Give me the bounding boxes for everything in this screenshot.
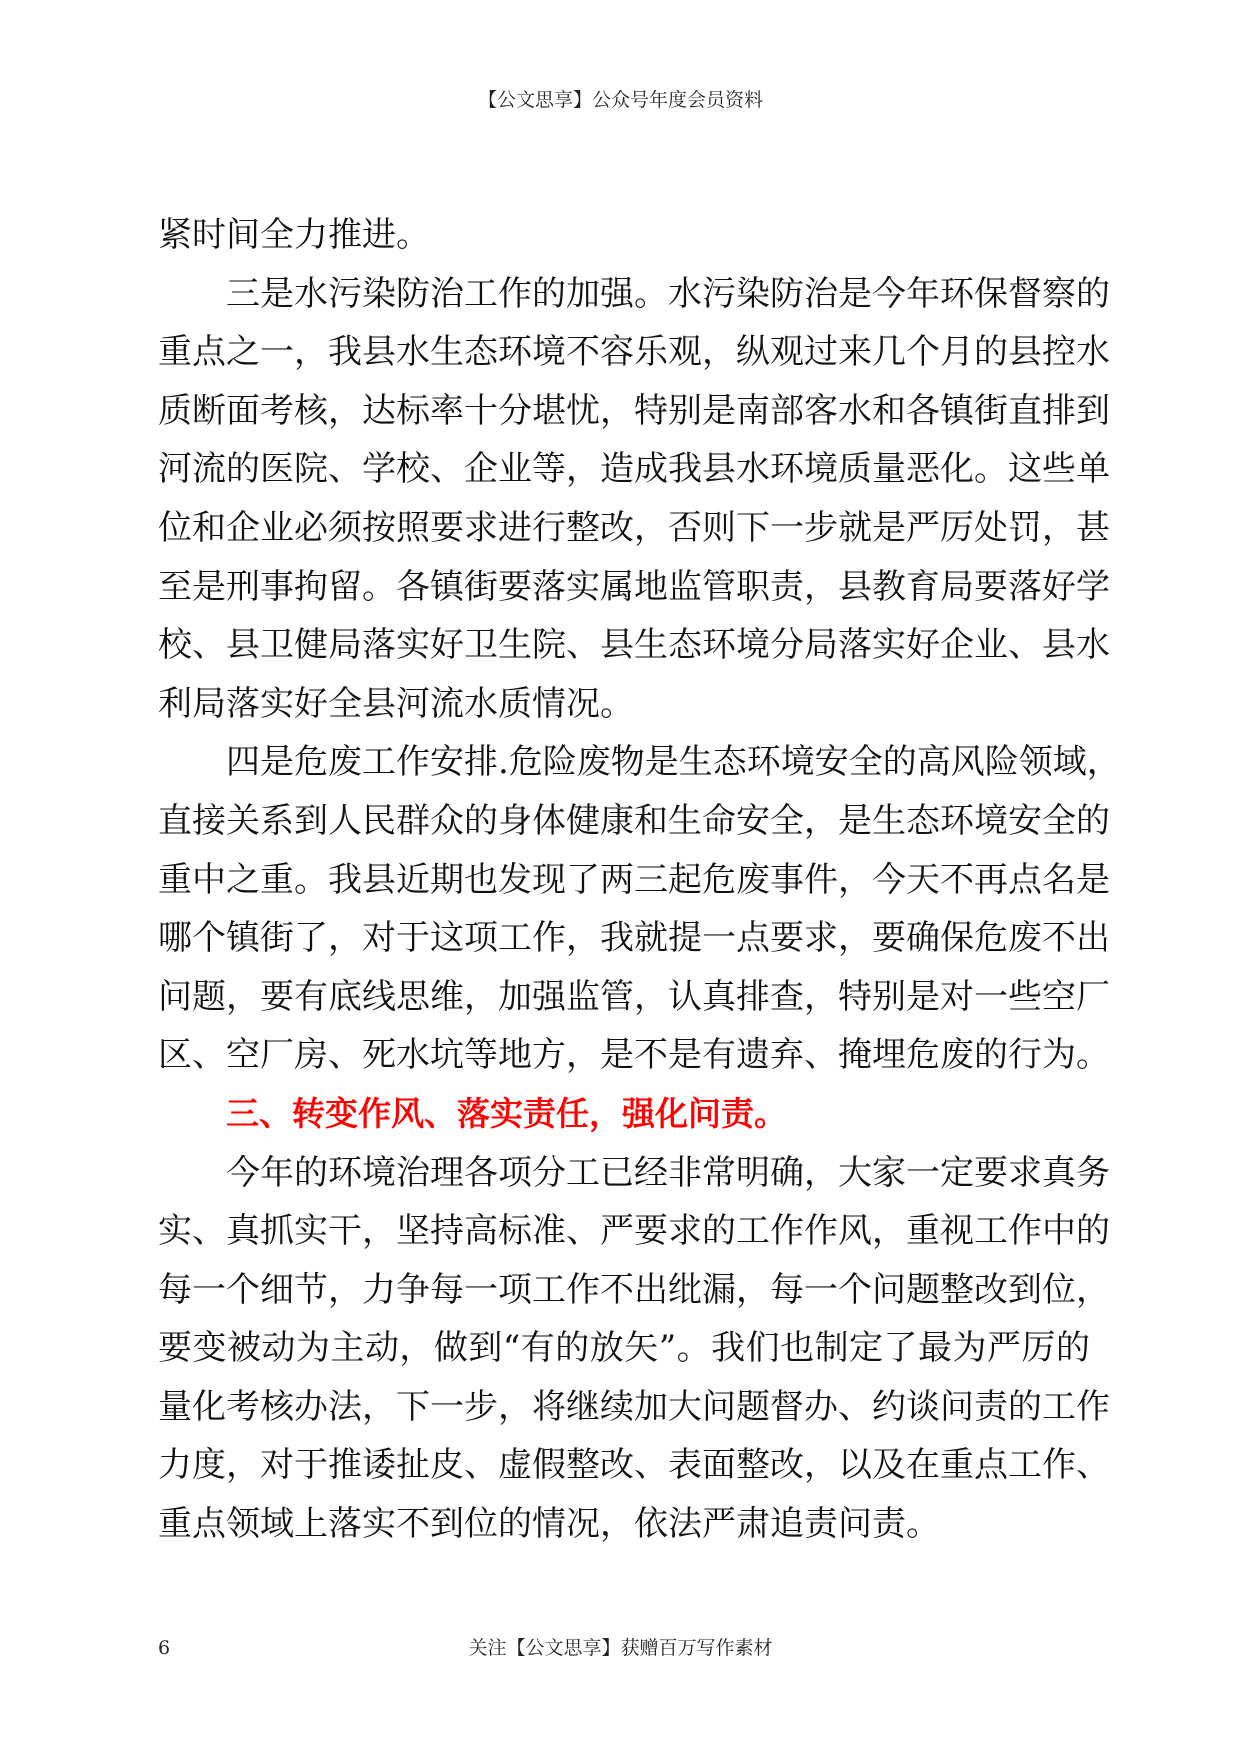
body-line: 力度，对于推诿扯皮、虚假整改、表面整改，以及在重点工作、 [158, 1445, 1110, 1486]
body-line: 重点领域上落实不到位的情况，依法严肃追责问责。 [158, 1504, 940, 1545]
document-body [158, 206, 1121, 1554]
body-line: 校、县卫健局落实好卫生院、县生态环境分局落实好企业、县水 [158, 625, 1110, 666]
body-line: 哪个镇街了，对于这项工作，我就提一点要求，要确保危废不出 [158, 918, 1110, 959]
body-line: 至是刑事拘留。各镇街要落实属地监管职责，县教育局要落好学 [158, 566, 1110, 607]
body-line: 河流的医院、学校、企业等，造成我县水环境质量恶化。这些单 [158, 449, 1110, 490]
page-header: 【公文思享】公众号年度会员资料 [477, 89, 763, 111]
body-line: 要变被动为主动，做到“有的放矢”。我们也制定了最为严厉的 [158, 1328, 1090, 1369]
body-line: 质断面考核，达标率十分堪忧，特别是南部客水和各镇街直排到 [158, 390, 1110, 431]
page-number: 6 [158, 1637, 171, 1659]
body-line: 三是水污染防治工作的加强。水污染防治是今年环保督察的 [226, 273, 1110, 314]
body-line: 利局落实好全县河流水质情况。 [158, 683, 634, 724]
body-line: 重点之一，我县水生态环境不容乐观，纵观过来几个月的县控水 [158, 332, 1110, 373]
body-line: 四是危废工作安排.危险废物是生态环境安全的高风险领域， [226, 742, 1121, 783]
body-line: 今年的环境治理各项分工已经非常明确，大家一定要求真务 [226, 1152, 1110, 1193]
body-line: 每一个细节，力争每一项工作不出纰漏，每一个问题整改到位， [158, 1269, 1110, 1310]
section-heading: 三、转变作风、落实责任，强化问责。 [226, 1093, 787, 1133]
body-line: 重中之重。我县近期也发现了两三起危废事件，今天不再点名是 [158, 859, 1110, 900]
body-line: 区、空厂房、死水坑等地方，是不是有遗弃、掩埋危废的行为。 [158, 1035, 1110, 1076]
body-line: 量化考核办法，下一步，将继续加大问题督办、约谈问责的工作 [158, 1386, 1110, 1427]
page-footer: 关注【公文思享】获赠百万写作素材 [468, 1637, 773, 1659]
body-line: 紧时间全力推进。 [158, 215, 430, 255]
body-line: 问题，要有底线思维，加强监管，认真排查，特别是对一些空厂 [158, 976, 1110, 1017]
body-line: 位和企业必须按照要求进行整改，否则下一步就是严厉处罚，甚 [158, 507, 1110, 548]
body-line: 实、真抓实干，坚持高标准、严要求的工作作风，重视工作中的 [158, 1211, 1110, 1252]
body-line: 直接关系到人民群众的身体健康和生命安全，是生态环境安全的 [158, 800, 1110, 841]
